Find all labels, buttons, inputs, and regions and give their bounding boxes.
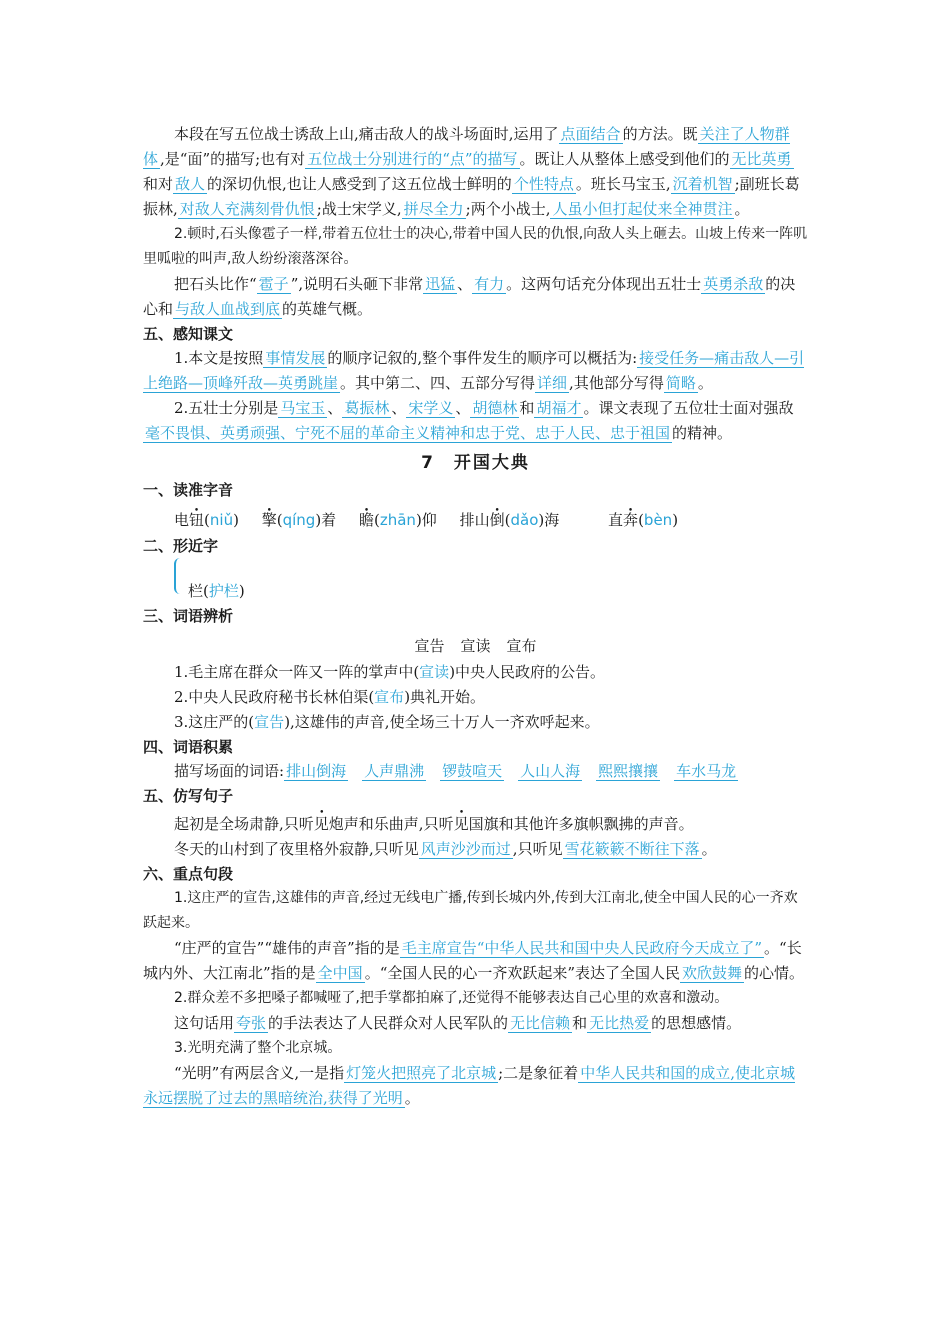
text: 的手法表达了人民群众对人民军队的 [268, 1014, 509, 1032]
text: 。 [734, 200, 750, 218]
text: “光明”有两层含义,一是指 [174, 1064, 345, 1082]
text: 。 [404, 1089, 420, 1107]
answer: 宣读 [419, 663, 450, 681]
vocab-word: 人声鼎沸 [364, 762, 425, 780]
answer: 简略 [665, 374, 696, 392]
text: )中央人民政府的公告。 [449, 663, 606, 681]
answer: 接受任务—痛击敌人—引上绝路—顶峰歼敌—英勇跳崖 [143, 349, 805, 392]
choice-question-2 [143, 685, 808, 710]
text: 的方法。既 [622, 125, 698, 143]
text: 海 [544, 511, 560, 529]
answer: 沉着机智 [672, 175, 733, 193]
answer: 风声沙沙而过 [420, 840, 511, 858]
key-analysis-2 [143, 1011, 808, 1036]
answer: 毫不畏惧、英勇顽强、宁死不屈的革命主义精神和忠于党、忠于人民、忠于祖国 [145, 424, 671, 442]
answer: 事情发展 [265, 349, 326, 367]
text: 的顺序记叙的,整个事件发生的顺序可以概括为: [327, 349, 638, 367]
answer: 欢欣鼓舞 [682, 964, 743, 982]
similar-char-item: 栏(护栏) [188, 582, 245, 600]
word-choices [143, 634, 808, 658]
similar-char-group [174, 558, 808, 604]
imitation-example [143, 812, 808, 837]
answer: 灯笼火把照亮了北京城 [346, 1064, 497, 1082]
answer: 胡德林 [472, 399, 518, 417]
answer: 五位战士分别进行的“点”的描写 [307, 150, 518, 168]
dotted-char: 瞻 [358, 511, 374, 529]
text: 。课文表现了五位壮士面对强敌 [583, 399, 794, 417]
answer: 敌人 [175, 175, 206, 193]
answer: 详细 [537, 374, 568, 392]
quote-sentence-2: 2.顿时,石头像雹子一样,带着五位壮士的决心,带着中国人民的仇恨,向敌人头上砸去。山坡上传来一阵叽里呱啦的叫声,敌人纷纷滚落深谷。 [143, 226, 808, 267]
pinyin-answer: zhān [379, 511, 416, 529]
text: 1.毛主席在群众一阵又一阵的掌声中( [174, 663, 420, 681]
text: 国旗和其他许多旗帜飘拂的声音。 [468, 815, 694, 833]
text: 、 [391, 399, 407, 417]
text: “庄严的宣告”“雄伟的声音”指的是 [174, 939, 400, 957]
answer: 对敌人充满刻骨仇恨 [179, 200, 315, 218]
pinyin-item: 排山倒(dǎo)海 [459, 511, 560, 529]
vocab-word: 熙熙攘攘 [598, 762, 659, 780]
text: 直 [608, 511, 624, 529]
pinyin-item: 擎(qíng)着 [261, 511, 337, 529]
section-heading: 五、仿写句子 [143, 787, 234, 805]
pinyin-answer: dǎo [510, 511, 539, 529]
word-choice: 宣布 [506, 637, 537, 655]
vocab-row [143, 759, 808, 784]
text: 、 [455, 399, 471, 417]
text: ),这雄伟的声音,使全场三十万人一齐欢呼起来。 [284, 713, 600, 731]
answer: 葛振林 [344, 399, 390, 417]
text: 着 [321, 511, 337, 529]
text: ;二是象征着 [498, 1064, 579, 1082]
pinyin-item: 直奔(bèn) [608, 511, 679, 529]
text: 、 [457, 275, 473, 293]
key-sentence-1: 1.这庄严的宣告,这雄伟的声音,经过无线电广播,传到长城内外,传到大江南北,使全中国人民的心一齐欢跃起来。 [143, 890, 798, 931]
analysis-paragraph-1 [143, 122, 808, 222]
answer: 毛主席宣告“中华人民共和国中央人民政府今天成立了” [401, 939, 763, 957]
answer: 迅猛 [425, 275, 456, 293]
text: 电 [174, 511, 190, 529]
pinyin-answer: bèn [643, 511, 673, 529]
choice-question-1 [143, 660, 808, 685]
text: 冬天的山村到了夜里格外寂静,只听见 [174, 840, 419, 858]
pinyin-answer: qíng [282, 511, 316, 529]
pinyin-item: 电钮(niǔ) [174, 511, 239, 529]
text: 的决心和 [143, 275, 796, 318]
answer: 人虽小但打起仗来全神贯注 [552, 200, 733, 218]
section-heading: 六、重点句段 [143, 865, 234, 883]
text: 2.中央人民政府秘书长林伯渠( [174, 688, 375, 706]
key-sentence-2: 2.群众差不多把嗓子都喊哑了,把手掌都拍麻了,还觉得不能够表达自己心里的欢喜和激动。 [174, 990, 729, 1006]
answer: 雪花簌簌不断往下落 [564, 840, 700, 858]
answer: 无比信赖 [510, 1014, 571, 1032]
text: ;副班长葛振林, [143, 175, 800, 218]
vocab-word: 锣鼓喧天 [442, 762, 503, 780]
text: 这句话用 [174, 1014, 235, 1032]
answer: 点面结合 [560, 125, 621, 143]
vocab-word: 车水马龙 [676, 762, 737, 780]
pinyin-item: 瞻(zhān)仰 [358, 511, 437, 529]
dotted-char: 奔 [623, 511, 639, 529]
answer: 宋学义 [408, 399, 454, 417]
text: 。“长城内外、大江南北”指的是 [143, 939, 802, 982]
text: 。既让人从整体上感受到他们的 [519, 150, 730, 168]
answer: 夸张 [236, 1014, 267, 1032]
dotted-char: 擎 [261, 511, 277, 529]
choice-question-3 [143, 710, 808, 735]
text: 。这两句话充分体现出五壮士 [506, 275, 702, 293]
text: ;战士宋学义, [316, 200, 402, 218]
text: ,是“面”的描写;也有对 [160, 150, 306, 168]
text: 的思想感情。 [651, 1014, 742, 1032]
text: 的英雄气概。 [282, 300, 373, 318]
text: 和对 [143, 175, 174, 193]
answer: 无比英勇 [731, 150, 792, 168]
text: 的深切仇恨,也让人感受到了这五位战士鲜明的 [207, 175, 512, 193]
text: 排山 [459, 511, 490, 529]
text: ”,说明石头砸下非常 [290, 275, 424, 293]
answer: 全中国 [317, 964, 363, 982]
section-heading: 三、词语辨析 [143, 607, 234, 625]
key-sentence-3: 3.光明充满了整个北京城。 [174, 1040, 342, 1056]
answer: 拼尽全力 [403, 200, 464, 218]
text: ;两个小战士, [465, 200, 551, 218]
section-heading: 二、形近字 [143, 537, 219, 555]
answer: 宣布 [374, 688, 405, 706]
text: )典礼开始。 [404, 688, 486, 706]
vocab-word: 排山倒海 [286, 762, 347, 780]
answer: 护栏 [208, 582, 239, 600]
text: 。 [701, 840, 717, 858]
text: 。其中第二、四、五部分写得 [340, 374, 536, 392]
brace-mark [174, 558, 182, 594]
word-choice: 宣读 [460, 637, 491, 655]
text: 起初是全场肃静, [174, 815, 284, 833]
text: 。 [697, 374, 713, 392]
text: 、 [327, 399, 343, 417]
answer: 中华人民共和国的成立,使北京城永远摆脱了过去的黑暗统治,获得了光明 [143, 1064, 795, 1107]
answer: 关注了人物群体 [143, 125, 790, 168]
lesson-title: 7 开国大典 [421, 453, 530, 473]
dotted-char: 钮 [189, 511, 205, 529]
text: 的精神。 [672, 424, 733, 442]
answer: 胡福才 [536, 399, 582, 417]
vocab-word: 人山人海 [520, 762, 581, 780]
section-heading: 五、感知课文 [143, 325, 234, 343]
section-heading: 四、词语积累 [143, 738, 234, 756]
text: 把石头比作“ [174, 275, 257, 293]
document-page [143, 122, 808, 1111]
text: 3.这庄严的( [174, 713, 255, 731]
text: 和 [519, 399, 535, 417]
pinyin-row [143, 506, 808, 534]
section-heading: 一、读准字音 [143, 481, 234, 499]
answer: 与敌人血战到底 [175, 300, 281, 318]
answer: 无比热爱 [589, 1014, 650, 1032]
text: 和 [572, 1014, 588, 1032]
answer: 个性特点 [513, 175, 574, 193]
dotted-phrase: 只听见 [283, 815, 329, 833]
text: 1.本文是按照 [174, 349, 264, 367]
dotted-phrase: 只听见 [423, 815, 469, 833]
perception-paragraph-1 [143, 346, 808, 396]
perception-paragraph-2 [143, 396, 808, 446]
pinyin-answer: niǔ [209, 511, 234, 529]
text: 仰 [421, 511, 437, 529]
text: ,其他部分写得 [569, 374, 664, 392]
answer: 宣告 [254, 713, 285, 731]
text: 。“全国人民的心一齐欢跃起来”表达了全国人民 [364, 964, 681, 982]
answer: 雹子 [258, 275, 289, 293]
answer: 马宝玉 [280, 399, 326, 417]
text: 2.五壮士分别是 [174, 399, 279, 417]
text: 本段在写五位战士诱敌上山,痛击敌人的战斗场面时,运用了 [174, 125, 559, 143]
text: 的心情。 [744, 964, 805, 982]
text: 炮声和乐曲声, [328, 815, 424, 833]
dotted-char: 倒 [489, 511, 505, 529]
analysis-paragraph-2 [143, 272, 808, 322]
key-analysis-3 [143, 1061, 808, 1111]
text: ,只听见 [512, 840, 563, 858]
text: 描写场面的词语: [174, 762, 285, 780]
answer: 有力 [474, 275, 505, 293]
word-choice: 宣告 [414, 637, 445, 655]
text: 。班长马宝玉, [575, 175, 671, 193]
key-analysis-1 [143, 936, 808, 986]
answer: 英勇杀敌 [703, 275, 764, 293]
text: 栏 [188, 582, 204, 600]
imitation-answer [143, 837, 808, 862]
